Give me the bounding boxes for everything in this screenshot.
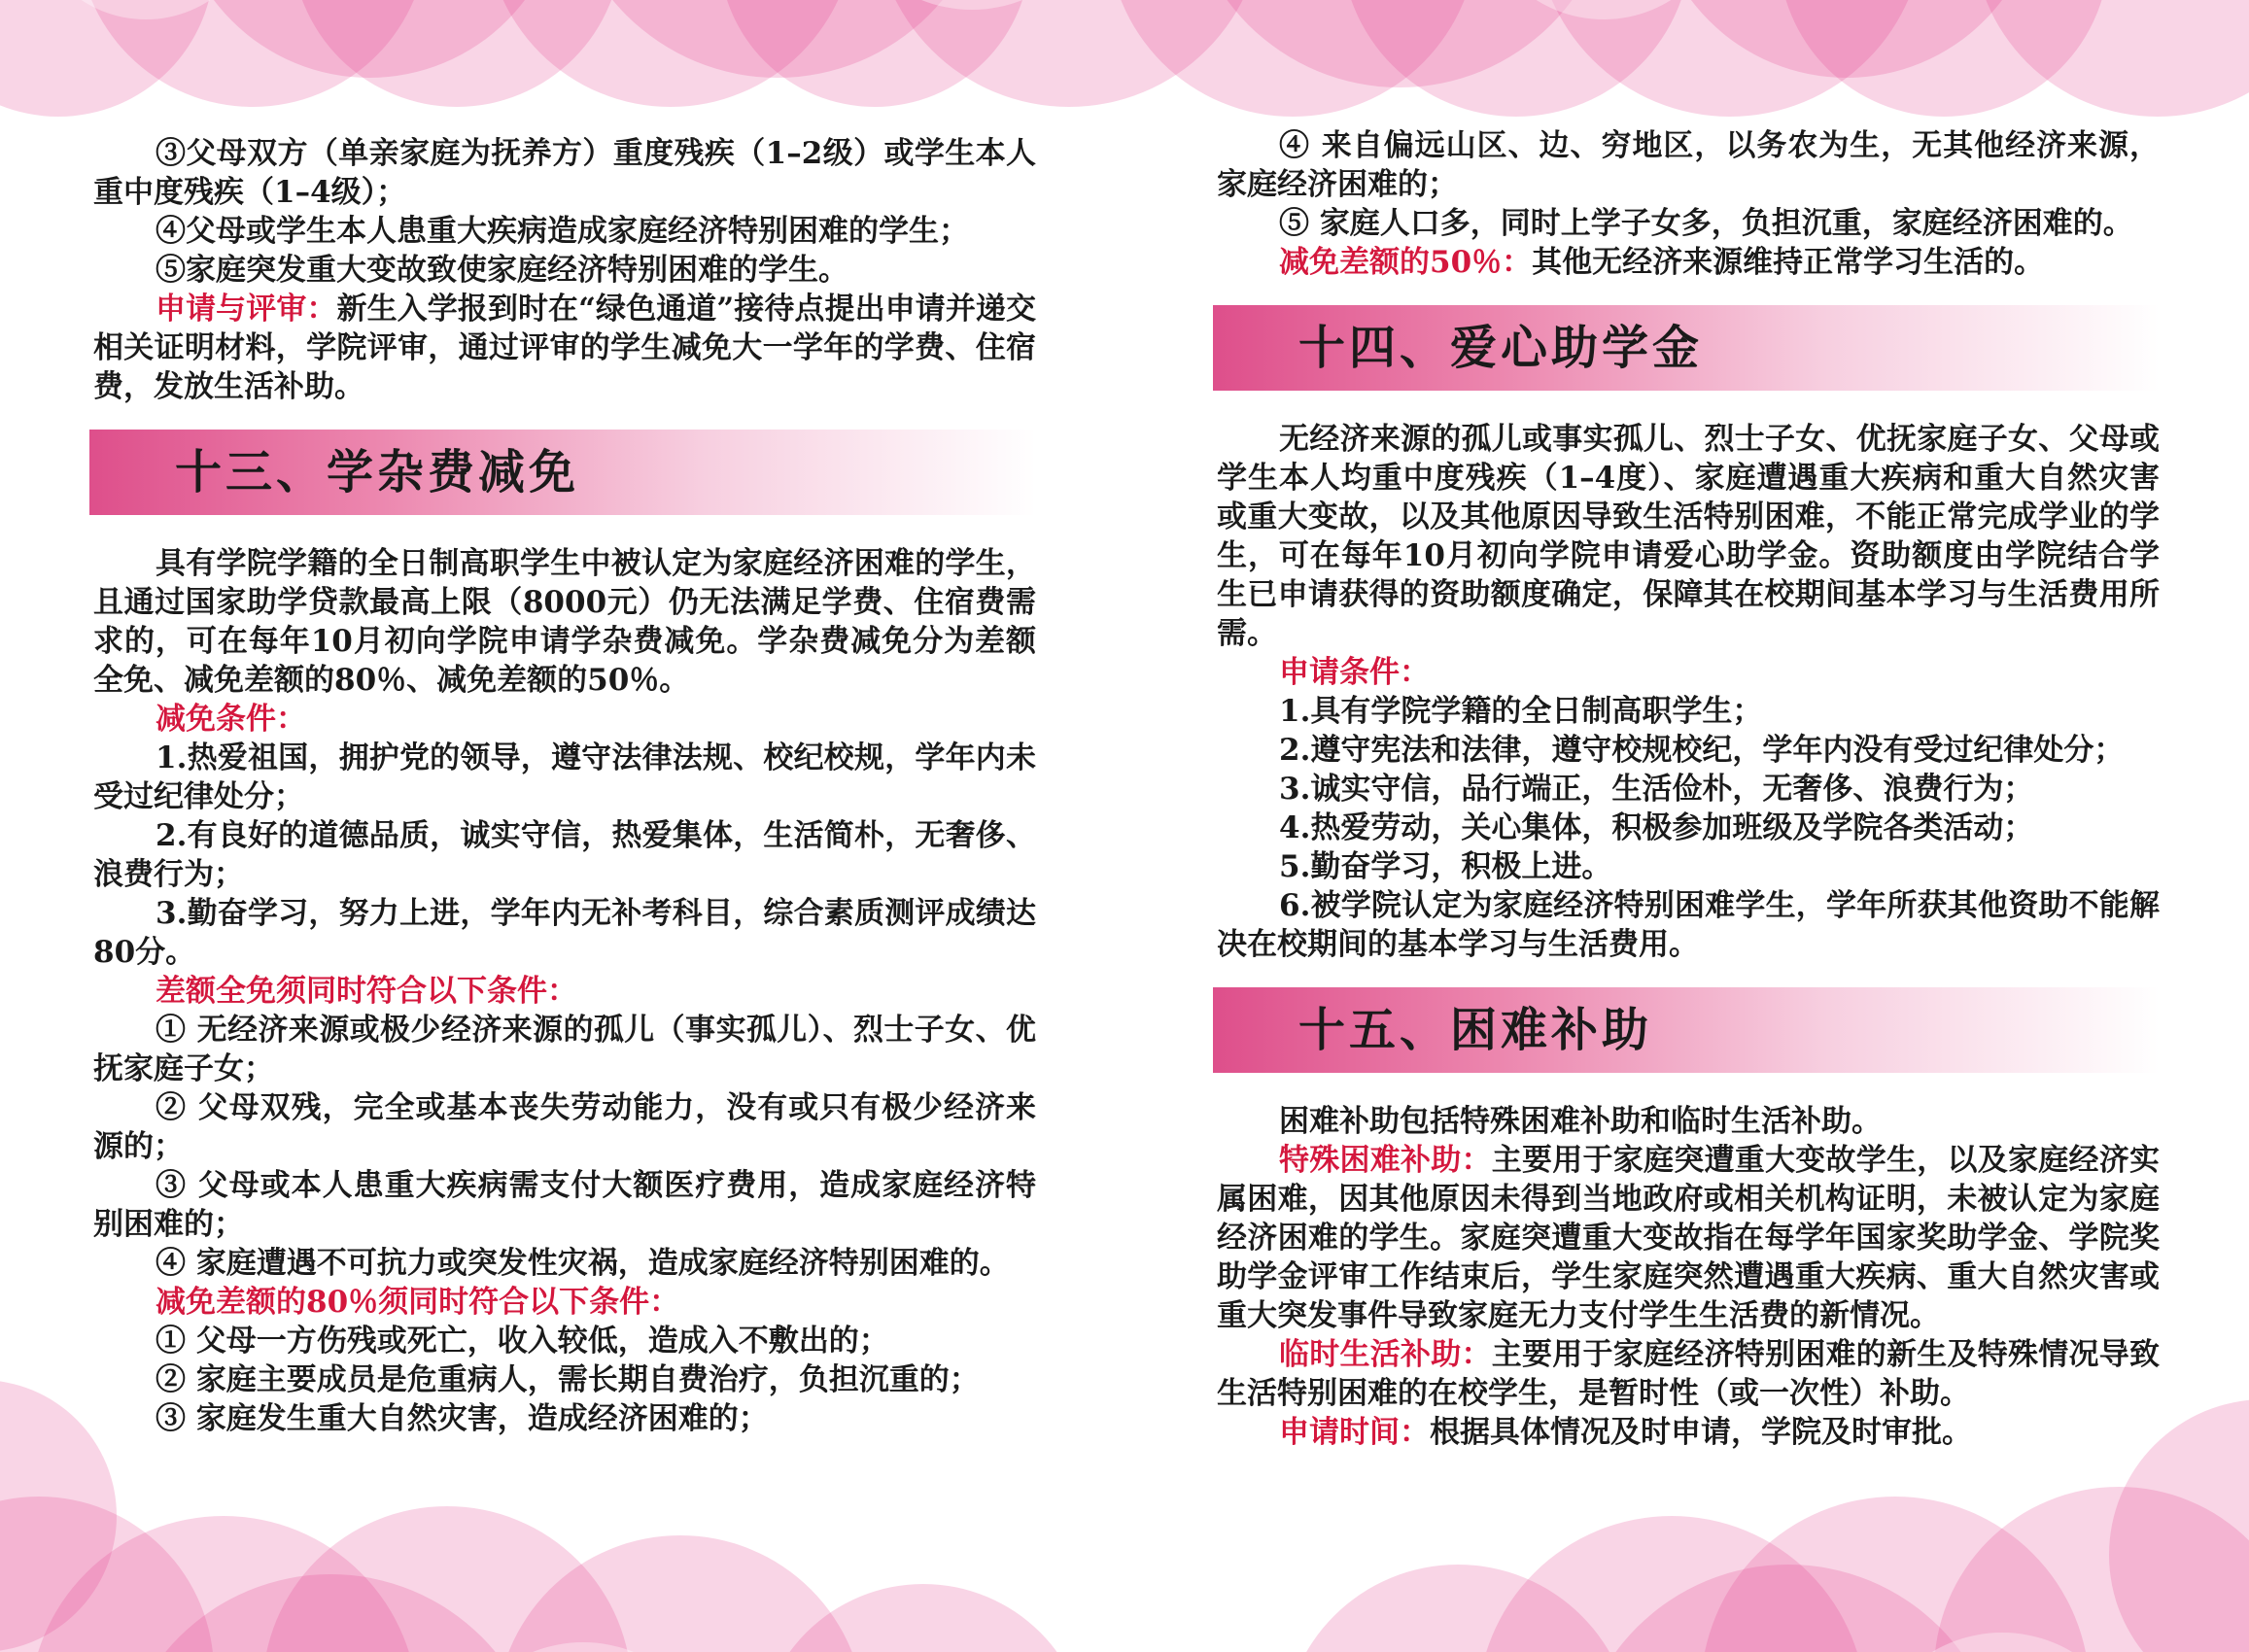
left-column: [93, 134, 1036, 1438]
intro-item-4: ④父母或学生本人患重大疾病造成家庭经济特别困难的学生；: [156, 214, 969, 249]
waiver-80-item-2: ② 家庭主要成员是危重病人，需长期自费治疗，负担沉重的；: [156, 1362, 980, 1397]
apply-time-label: 申请时间：: [1279, 1415, 1430, 1450]
apply-review-label: 申请与评审：: [156, 292, 337, 327]
section14-conditions-label: 申请条件：: [1279, 655, 1430, 690]
section-title-13: 十三、学杂费减免: [175, 445, 580, 499]
special-aid-paragraph: [1217, 1141, 2160, 1335]
waiver-80-item-3: ③ 家庭发生重大自然灾害，造成经济困难的；: [156, 1401, 769, 1436]
condition-3: 3.勤奋学习，努力上进，学年内无补考科目，综合素质测评成绩达80分。: [93, 896, 1036, 970]
right-column: [1217, 126, 2160, 1452]
full-waiver-item-2: ② 父母双残，完全或基本丧失劳动能力，没有或只有极少经济来源的；: [93, 1090, 1036, 1164]
apply-review-text: 新生入学报到时在“绿色通道”接待点提出申请并递交相关证明材料，学院评审，通过评审的学生减免大一学年的学费、住宿费，发放生活补助。: [93, 292, 1036, 404]
section-heading-13: [89, 430, 1036, 515]
s14-condition-4: 4.热爱劳动，关心集体，积极参加班级及学院各类活动；: [1279, 810, 2034, 845]
section-heading-15: [1213, 987, 2160, 1073]
cont-item-4: ④ 来自偏远山区、边、穷地区，以务农为生，无其他经济来源，家庭经济困难的；: [1217, 128, 2160, 202]
section13-intro: 具有学院学籍的全日制高职学生中被认定为家庭经济困难的学生，且通过国家助学贷款最高上限（8000元）仍无法满足学费、住宿费需求的，可在每年10月初向学院申请学杂费减免。学杂费减免分为差额全免、减免差额的80％、减免差额的50％。: [93, 546, 1036, 698]
section14-intro: 无经济来源的孤儿或事实孤儿、烈士子女、优抚家庭子女、父母或学生本人均重中度残疾（1–4度）、家庭遭遇重大疾病和重大自然灾害或重大变故，以及其他原因导致生活特别困难，不能正常完成学业的学生，可在每年10月初向学院申请爱心助学金。资助额度由学院结合学生已申请获得的资助额度确定，保障其在校期间基本学习与生活费用所需。: [1217, 422, 2160, 651]
intro-item-5: ⑤家庭突发重大变故致使家庭经济特别困难的学生。: [156, 253, 848, 288]
s14-condition-5: 5.勤奋学习，积极上进。: [1279, 849, 1612, 884]
cont-item-5: ⑤ 家庭人口多，同时上学子女多，负担沉重，家庭经济困难的。: [1279, 206, 2133, 241]
special-aid-label: 特殊困难补助：: [1279, 1143, 1492, 1178]
condition-2: 2.有良好的道德品质，诚实守信，热爱集体，生活简朴，无奢侈、浪费行为；: [93, 818, 1036, 892]
intro-item-3: ③父母双方（单亲家庭为抚养方）重度残疾（1–2级）或学生本人重中度残疾（1–4级）；: [93, 136, 1036, 210]
condition-1: 1.热爱祖国，拥护党的领导，遵守法律法规、校纪校规，学年内未受过纪律处分；: [93, 740, 1036, 814]
temp-aid-label: 临时生活补助：: [1279, 1337, 1492, 1372]
full-waiver-item-4: ④ 家庭遭遇不可抗力或突发性灾祸，造成家庭经济特别困难的。: [156, 1246, 1010, 1281]
full-waiver-item-1: ① 无经济来源或极少经济来源的孤儿（事实孤儿）、烈士子女、优抚家庭子女；: [93, 1013, 1036, 1086]
waiver-50-paragraph: [1217, 243, 2160, 282]
temp-aid-text: 主要用于家庭经济特别困难的新生及特殊情况导致生活特别困难的在校学生，是暂时性（或一次性）补助。: [1217, 1337, 2160, 1411]
special-aid-text: 主要用于家庭突遭重大变故学生，以及家庭经济实属困难，因其他原因未得到当地政府或相关机构证明，未被认定为家庭经济困难的学生。家庭突遭重大变故指在每学年国家奖助学金、学院奖助学金评审工作结束后，学生家庭突然遭遇重大疾病、重大自然灾害或重大突发事件导致家庭无力支付学生生活费的新情况。: [1217, 1143, 2160, 1333]
temp-aid-paragraph: [1217, 1335, 2160, 1413]
s14-condition-2: 2.遵守宪法和法律，遵守校规校纪，学年内没有受过纪律处分；: [1279, 733, 2125, 768]
section13-conditions-label: 减免条件：: [156, 702, 306, 737]
waiver-50-text: 其他无经济来源维持正常学习生活的。: [1532, 245, 2045, 280]
s14-condition-6: 6.被学院认定为家庭经济特别困难学生，学年所获其他资助不能解决在校期间的基本学习与生活费用。: [1217, 888, 2160, 962]
section15-intro: 困难补助包括特殊困难补助和临时生活补助。: [1279, 1104, 1882, 1139]
waiver-50-label: 减免差额的50％：: [1279, 245, 1533, 280]
apply-time-text: 根据具体情况及时申请，学院及时审批。: [1430, 1415, 1972, 1450]
full-waiver-label: 差额全免须同时符合以下条件：: [156, 974, 577, 1009]
full-waiver-item-3: ③ 父母或本人患重大疾病需支付大额医疗费用，造成家庭经济特别困难的；: [93, 1168, 1036, 1242]
s14-condition-1: 1.具有学院学籍的全日制高职学生；: [1279, 694, 1763, 729]
section-title-14: 十四、爱心助学金: [1298, 321, 1704, 375]
section-title-15: 十五、困难补助: [1298, 1003, 1653, 1057]
waiver-80-item-1: ① 父母一方伤残或死亡，收入较低，造成入不敷出的；: [156, 1324, 889, 1359]
section-heading-14: [1213, 305, 2160, 391]
waiver-80-label: 减免差额的80％须同时符合以下条件：: [156, 1285, 680, 1320]
apply-time-paragraph: [1217, 1413, 2160, 1452]
apply-review-paragraph: [93, 290, 1036, 406]
s14-condition-3: 3.诚实守信，品行端正，生活俭朴，无奢侈、浪费行为；: [1279, 772, 2034, 807]
